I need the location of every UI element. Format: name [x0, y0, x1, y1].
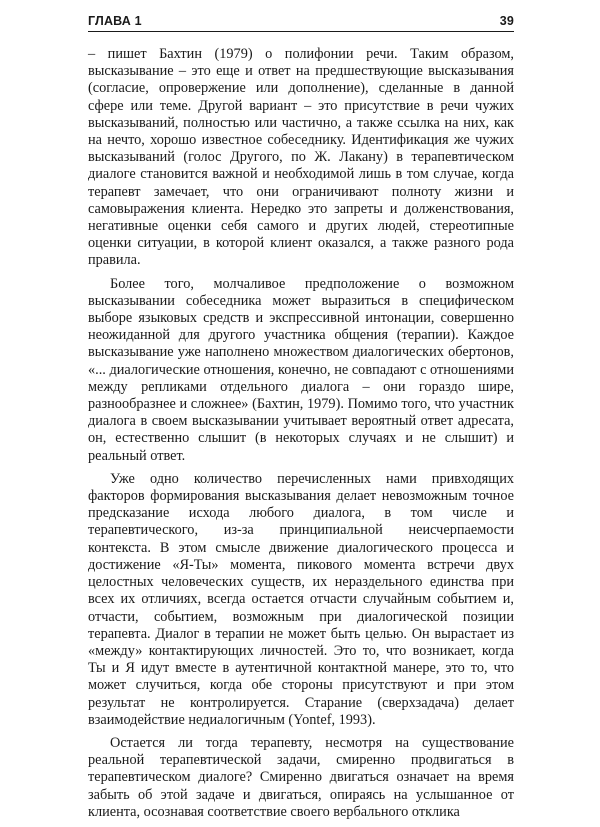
paragraph-1: – пишет Бахтин (1979) о полифонии речи. Таким образом, высказывание – это еще и ответ на предшествующие высказывания (согласие, опровержение или дополнение), сделанные в данной сфере или теме. Другой вариант – это присутствие в речи чужих высказываний, полностью или частично, а также ссылка на них, как на нечто, хорошо известное собеседнику. Идентификация же чужих высказываний (голос Другого, по Ж. Лакану) в терапевтическом диалоге становится важной и необходимой лишь в том случае, когда терапевт замечает, что они ограничивают полноту жизни и самовыражения клиента. Нередко это запреты и долженствования, негативные оценки себя самого и других людей, стереотипные оценки ситуации, в которой клиент оказался, а также разного рода правила.	[88, 46, 514, 269]
page-number: 39	[499, 14, 514, 28]
page-body	[88, 46, 514, 821]
running-header	[88, 14, 514, 32]
book-page	[88, 14, 514, 827]
chapter-title: ГЛАВА 1	[88, 14, 142, 28]
paragraph-3: Уже одно количество перечисленных нами привходящих факторов формирования высказывания делает невозможным точное предсказание исхода любого диалога, в том числе и терапевтического, из-за принципиальной неисчерпаемости контекста. В этом смысле движение диалогического процесса и достижение «Я-Ты» момента, пикового момента встречи двух целостных человеческих существ, их нераздельного единства при всех их отличиях, всегда остается отчасти случайным событием и, отчасти, событием, возможным при диалогической позиции терапевта. Диалог в терапии не может быть целью. Он вырастает из «между» контактирующих личностей. Это то, что возникает, когда Ты и Я идут вместе в аутентичной контактной манере, это то, что может случиться, когда обе стороны присутствуют и при этом результат не контролируется. Старание (сверхзадача) делает взаимодействие недиалогичным (Yontef, 1993).	[88, 470, 514, 728]
paragraph-2: Более того, молчаливое предположение о возможном высказывании собеседника может выразиться в специфическом выборе языковых средств и экспрессивной интонации, совершенно неожиданной для другого участника общения (терапии). Каждое высказывание уже наполнено множеством диалогических обертонов, «... диалогические отношения, конечно, не совпадают с отношениями между репликами отдельного диалога – они гораздо шире, разнообразнее и сложнее» (Бахтин, 1979). Помимо того, что участник диалога в своем высказывании учитывает вероятный ответ адресата, он, естественно слышит (в некоторых случаях и не слышит) и реальный ответ.	[88, 275, 514, 464]
paragraph-4: Остается ли тогда терапевту, несмотря на существование реальной терапевтической задачи, смиренно продвигаться в терапевтическом диалоге? Смиренно двигаться означает на время забыть об этой задаче и двигаться, опираясь на услышанное от клиента, осознавая соответствие своего вербального отклика	[88, 734, 514, 820]
